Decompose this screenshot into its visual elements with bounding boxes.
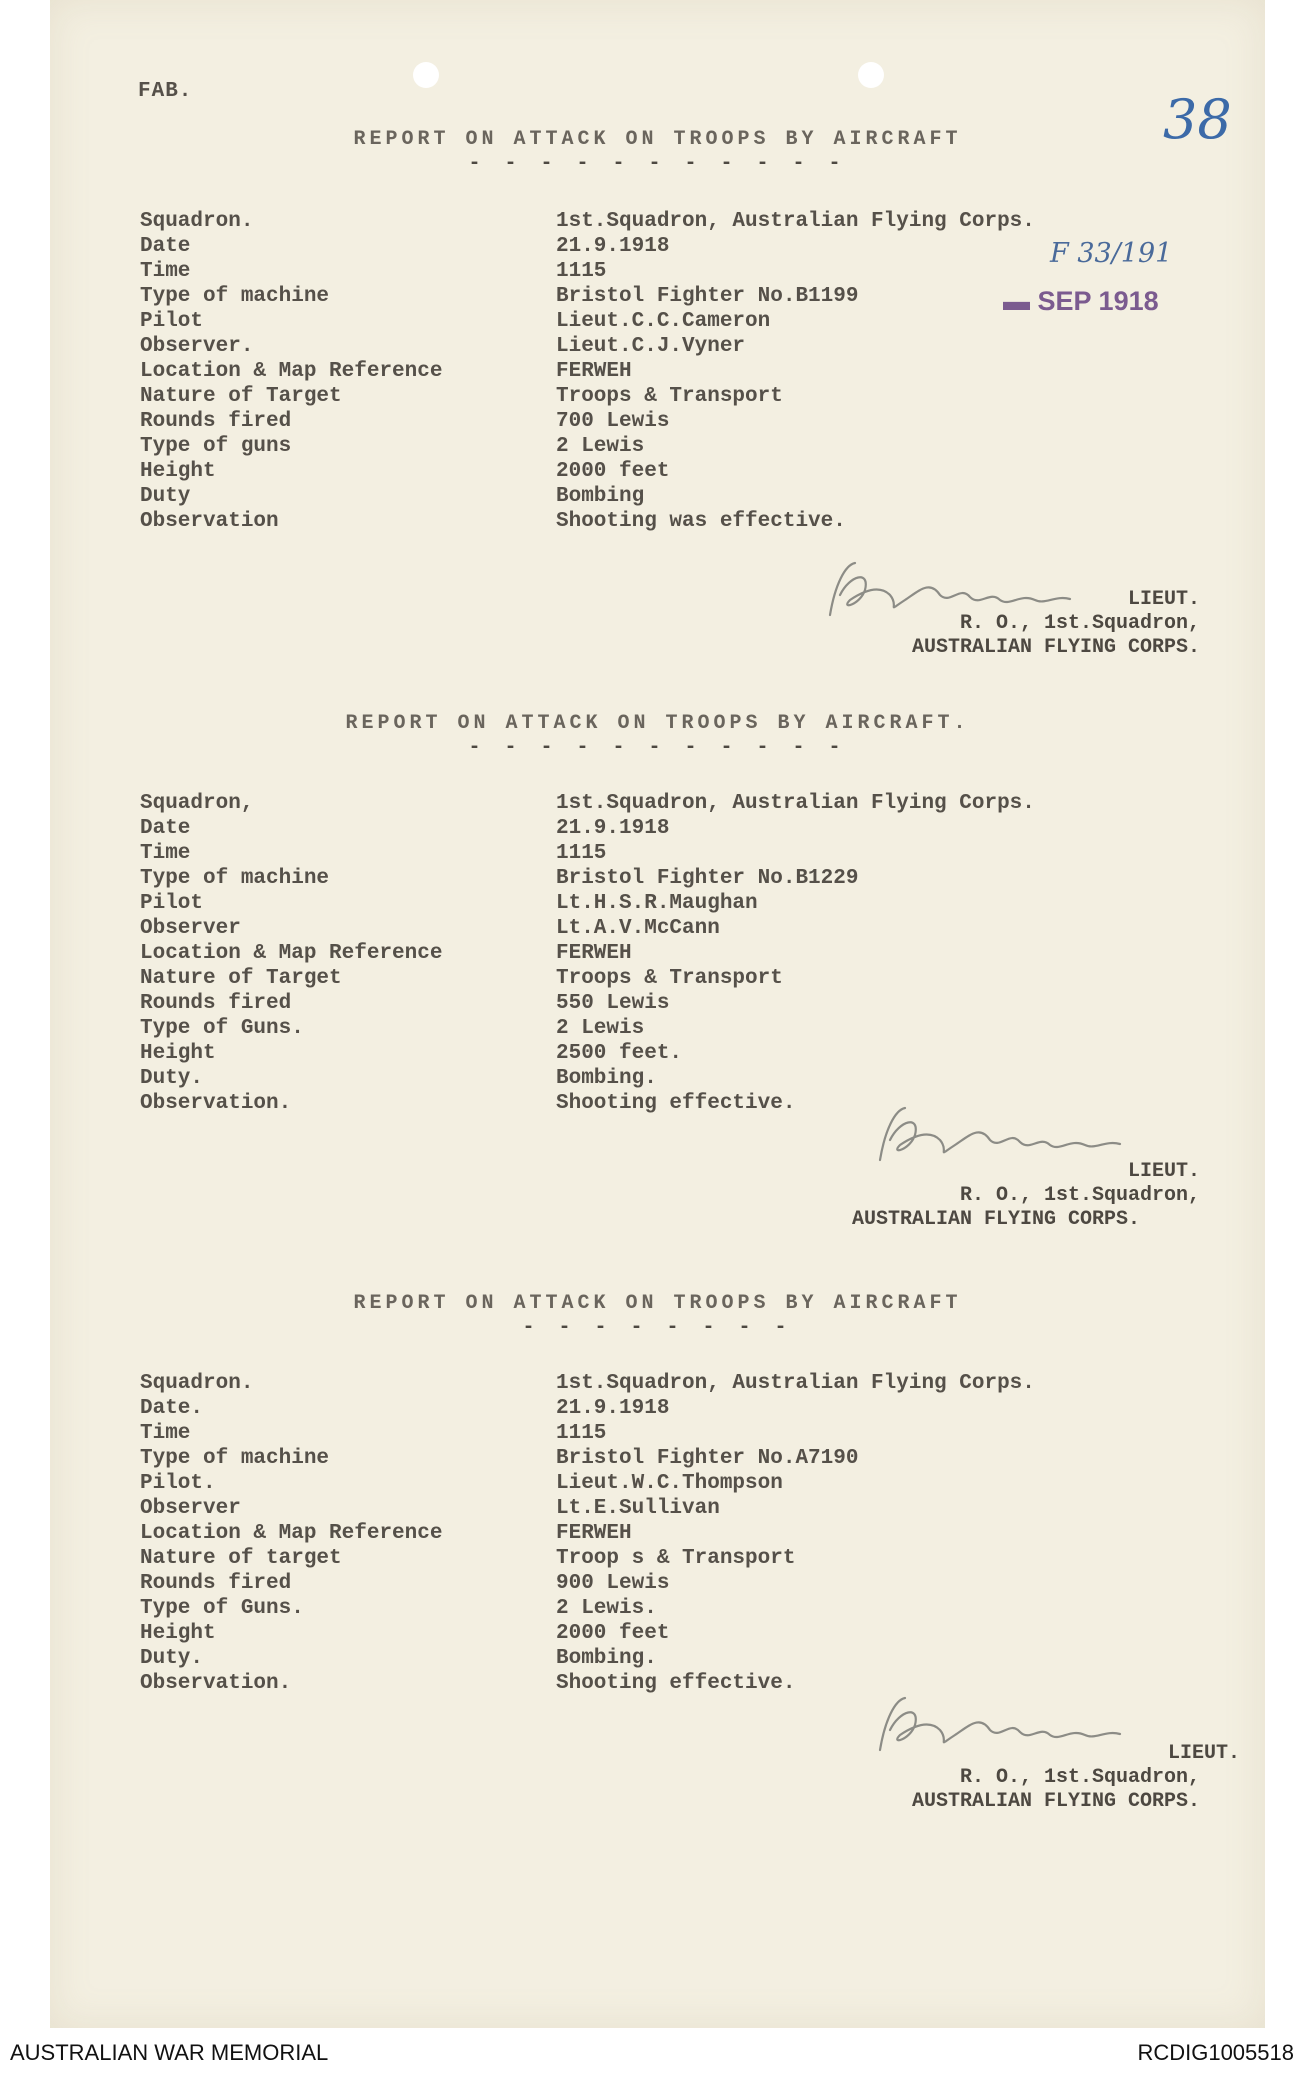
- field-value: Lieut.W.C.Thompson: [556, 1472, 783, 1495]
- field-value: Bombing.: [556, 1647, 657, 1670]
- field-label: Type of Guns.: [140, 1017, 304, 1040]
- field-row: [140, 1042, 1240, 1067]
- field-label: Height: [140, 1622, 216, 1645]
- field-row: [140, 360, 1240, 385]
- field-value: 2 Lewis.: [556, 1597, 657, 1620]
- field-label: Nature of Target: [140, 967, 342, 990]
- field-row: [140, 967, 1240, 992]
- footer-archive-name: AUSTRALIAN WAR MEMORIAL: [10, 2040, 329, 2065]
- field-value: 550 Lewis: [556, 992, 670, 1015]
- field-value: FERWEH: [556, 942, 632, 965]
- field-label: Observer: [140, 1497, 241, 1520]
- field-label: Nature of target: [140, 1547, 342, 1570]
- field-row: [140, 210, 1240, 235]
- field-value: Lt.E.Sullivan: [556, 1497, 720, 1520]
- field-value: Bristol Fighter No.A7190: [556, 1447, 859, 1470]
- field-label: Observer.: [140, 335, 254, 358]
- field-row: [140, 1647, 1240, 1672]
- field-row: [140, 1017, 1240, 1042]
- field-row: [140, 817, 1240, 842]
- field-row: [140, 235, 1240, 260]
- field-value: 1st.Squadron, Australian Flying Corps.: [556, 792, 1035, 815]
- field-label: Location & Map Reference: [140, 1522, 443, 1545]
- field-value: Troop s & Transport: [556, 1547, 796, 1570]
- field-value: 21.9.1918: [556, 235, 670, 258]
- field-row: [140, 285, 1240, 310]
- field-row: [140, 842, 1240, 867]
- field-row: [140, 460, 1240, 485]
- footer-record-id: RCDIG1005518: [1137, 2040, 1294, 2065]
- field-row: [140, 435, 1240, 460]
- field-label: Date: [140, 235, 191, 258]
- field-value: Shooting effective.: [556, 1672, 796, 1695]
- signatory-rank: LIEUT.: [1167, 1742, 1240, 1765]
- field-label: Type of machine: [140, 1447, 330, 1470]
- field-value: 1115: [556, 842, 607, 865]
- field-label: Observation.: [140, 1672, 292, 1695]
- field-label: Height: [140, 1042, 216, 1065]
- field-value: 1st.Squadron, Australian Flying Corps.: [556, 210, 1035, 233]
- field-value: 700 Lewis: [556, 410, 670, 433]
- field-value: Shooting was effective.: [556, 510, 846, 533]
- field-row: [140, 385, 1240, 410]
- field-label: Date.: [140, 1397, 204, 1420]
- signatory-corps: AUSTRALIAN FLYING CORPS.: [911, 636, 1200, 659]
- field-value: FERWEH: [556, 1522, 632, 1545]
- field-label: Time: [140, 842, 191, 865]
- field-value: Bristol Fighter No.B1229: [556, 867, 859, 890]
- field-label: Type of guns: [140, 435, 292, 458]
- field-value: 1115: [556, 260, 607, 283]
- field-label: Rounds fired: [140, 1572, 292, 1595]
- field-value: Troops & Transport: [556, 385, 783, 408]
- field-label: Observation: [140, 510, 279, 533]
- field-value: Lt.H.S.R.Maughan: [556, 892, 758, 915]
- signatory-rank: LIEUT.: [1127, 1160, 1200, 1183]
- field-row: [140, 992, 1240, 1017]
- field-label: Observer: [140, 917, 241, 940]
- field-value: 2500 feet.: [556, 1042, 683, 1065]
- field-value: 900 Lewis: [556, 1572, 670, 1595]
- field-label: Squadron.: [140, 1372, 254, 1395]
- field-row: [140, 892, 1240, 917]
- heading-underline: - - - - - - - - - - -: [468, 736, 847, 759]
- file-reference-number: 33/191: [1077, 238, 1173, 269]
- field-value: Lieut.C.C.Cameron: [556, 310, 771, 333]
- field-value: Bristol Fighter No.B1199: [556, 285, 859, 308]
- field-value: 21.9.1918: [556, 1397, 670, 1420]
- field-label: Duty.: [140, 1647, 204, 1670]
- field-value: 2000 feet: [556, 1622, 670, 1645]
- field-value: 2 Lewis: [556, 435, 645, 458]
- report-heading: REPORT ON ATTACK ON TROOPS BY AIRCRAFT.: [345, 712, 970, 735]
- field-label: Rounds fired: [140, 992, 292, 1015]
- stamp-marker: ▬: [1003, 286, 1038, 316]
- punch-hole-right: [858, 62, 884, 88]
- field-label: Duty: [140, 485, 191, 508]
- field-row: [140, 335, 1240, 360]
- punch-hole-left: [413, 62, 439, 88]
- field-row: [140, 1547, 1240, 1572]
- field-label: Pilot.: [140, 1472, 216, 1495]
- field-label: Type of machine: [140, 285, 330, 308]
- field-label: Duty.: [140, 1067, 204, 1090]
- signatory-corps: AUSTRALIAN FLYING CORPS.: [911, 1790, 1200, 1813]
- field-value: 21.9.1918: [556, 817, 670, 840]
- field-value: Bombing: [556, 485, 645, 508]
- page-number-handwritten: 38: [1163, 88, 1232, 151]
- field-value: Shooting effective.: [556, 1092, 796, 1115]
- signatory-unit: R. O., 1st.Squadron,: [959, 1184, 1200, 1207]
- field-row: [140, 1422, 1240, 1447]
- field-row: [140, 1622, 1240, 1647]
- report-heading: REPORT ON ATTACK ON TROOPS BY AIRCRAFT: [353, 1292, 962, 1315]
- field-value: 2 Lewis: [556, 1017, 645, 1040]
- field-row: [140, 1572, 1240, 1597]
- field-label: Location & Map Reference: [140, 942, 443, 965]
- field-row: [140, 1397, 1240, 1422]
- field-label: Pilot: [140, 310, 204, 333]
- field-label: Rounds fired: [140, 410, 292, 433]
- field-label: Observation.: [140, 1092, 292, 1115]
- field-label: Squadron,: [140, 792, 254, 815]
- field-value: FERWEH: [556, 360, 632, 383]
- document-page: [50, 0, 1265, 2028]
- signatory-corps: AUSTRALIAN FLYING CORPS.: [851, 1208, 1140, 1231]
- field-label: Location & Map Reference: [140, 360, 443, 383]
- field-value: Bombing.: [556, 1067, 657, 1090]
- field-label: Type of Guns.: [140, 1597, 304, 1620]
- field-value: 1st.Squadron, Australian Flying Corps.: [556, 1372, 1035, 1395]
- field-value: Lieut.C.J.Vyner: [556, 335, 746, 358]
- field-row: [140, 260, 1240, 285]
- field-row: [140, 1522, 1240, 1547]
- field-row: [140, 1472, 1240, 1497]
- field-row: [140, 510, 1240, 535]
- file-initials: FAB.: [138, 80, 193, 103]
- field-row: [140, 1447, 1240, 1472]
- stamp-date: SEP 1918: [1037, 286, 1159, 316]
- signatory-rank: LIEUT.: [1127, 588, 1200, 611]
- field-value: Lt.A.V.McCann: [556, 917, 720, 940]
- field-row: [140, 1067, 1240, 1092]
- field-label: Type of machine: [140, 867, 330, 890]
- signatory-unit: R. O., 1st.Squadron,: [959, 612, 1200, 635]
- field-row: [140, 917, 1240, 942]
- field-label: Height: [140, 460, 216, 483]
- field-label: Pilot: [140, 892, 204, 915]
- field-row: [140, 942, 1240, 967]
- field-row: [140, 1372, 1240, 1397]
- field-row: [140, 792, 1240, 817]
- field-label: Time: [140, 260, 191, 283]
- file-reference-prefix: F: [1050, 238, 1078, 269]
- field-label: Nature of Target: [140, 385, 342, 408]
- field-value: 1115: [556, 1422, 607, 1445]
- field-row: [140, 485, 1240, 510]
- field-label: Date: [140, 817, 191, 840]
- field-row: [140, 310, 1240, 335]
- report-heading: REPORT ON ATTACK ON TROOPS BY AIRCRAFT: [353, 128, 962, 151]
- field-row: [140, 867, 1240, 892]
- field-label: Time: [140, 1422, 191, 1445]
- field-value: Troops & Transport: [556, 967, 783, 990]
- field-row: [140, 1497, 1240, 1522]
- field-value: 2000 feet: [556, 460, 670, 483]
- field-row: [140, 410, 1240, 435]
- heading-underline: - - - - - - - -: [522, 1316, 793, 1339]
- field-row: [140, 1597, 1240, 1622]
- signatory-unit: R. O., 1st.Squadron,: [959, 1766, 1200, 1789]
- heading-underline: - - - - - - - - - - -: [468, 152, 847, 175]
- field-label: Squadron.: [140, 210, 254, 233]
